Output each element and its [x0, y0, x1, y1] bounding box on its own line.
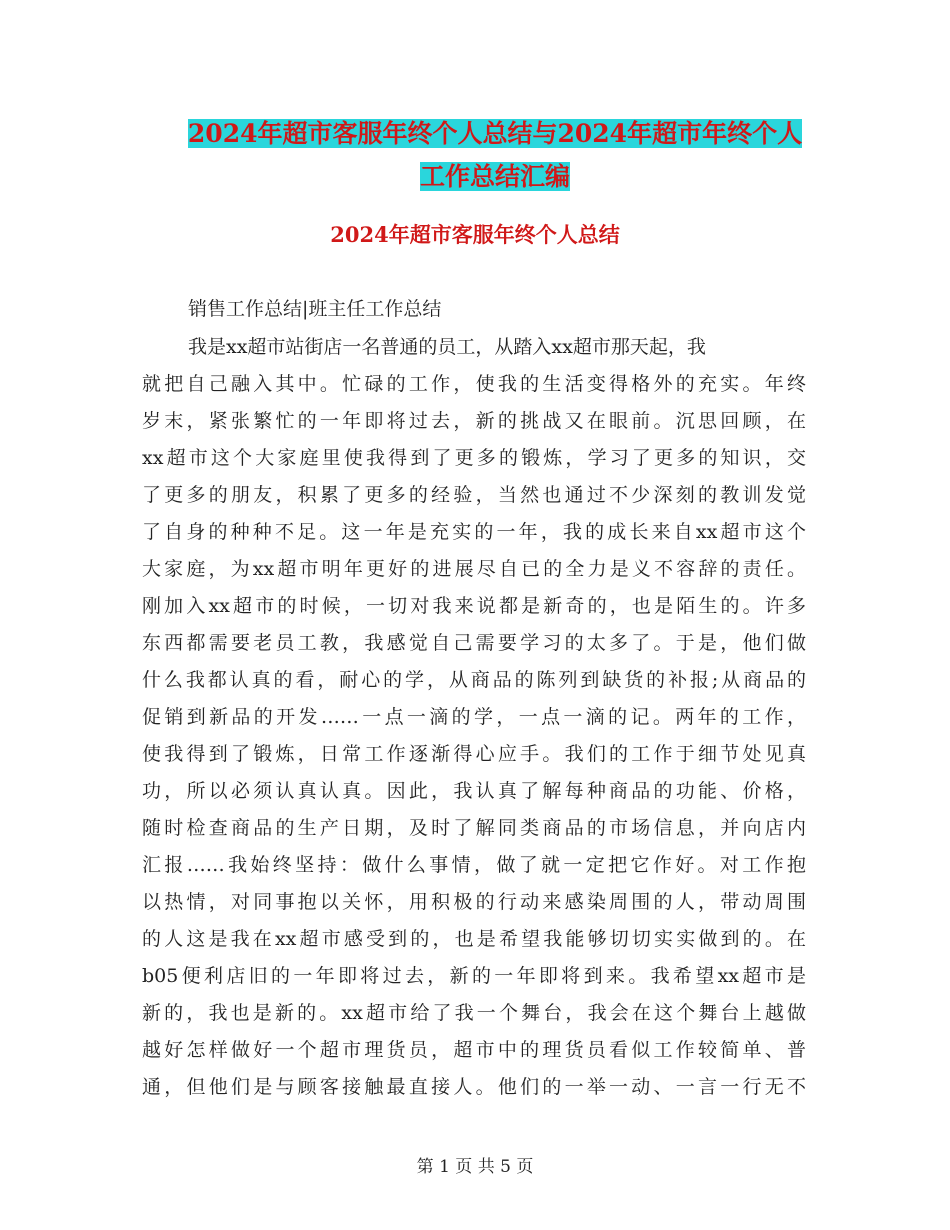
- body-line: 汇报……我始终坚持：做什么事情，做了就一定把它作好。对工作抱: [142, 854, 806, 876]
- body-line: 促销到新品的开发……一点一滴的学，一点一滴的记。两年的工作，: [142, 706, 806, 728]
- body-line: 使我得到了锻炼，日常工作逐渐得心应手。我们的工作于细节处见真: [142, 743, 806, 765]
- body-line: 通，但他们是与顾客接触最直接人。他们的一举一动、一言一行无不: [142, 1076, 806, 1098]
- page-footer: 第 1 页 共 5 页: [416, 1157, 534, 1177]
- body-line: 功，所以必须认真认真。因此，我认真了解每种商品的功能、价格，: [142, 780, 806, 802]
- body-line: xx超市这个大家庭里使我得到了更多的锻炼，学习了更多的知识，交: [142, 447, 806, 469]
- body-line: 什么我都认真的看，耐心的学，从商品的陈列到缺货的补报;从商品的: [142, 669, 806, 691]
- section-title: 2024年超市客服年终个人总结: [330, 222, 620, 247]
- body-line: b05便利店旧的一年即将过去，新的一年即将到来。我希望xx超市是: [142, 965, 806, 987]
- body-line: 随时检查商品的生产日期，及时了解同类商品的市场信息，并向店内: [142, 817, 806, 839]
- document-title: [140, 112, 850, 198]
- category-line: 销售工作总结|班主任工作总结: [188, 298, 442, 320]
- title-line-1: 2024年超市客服年终个人总结与2024年超市年终个人: [187, 119, 803, 148]
- body-line: 东西都需要老员工教，我感觉自己需要学习的太多了。于是，他们做: [142, 632, 806, 654]
- body-line: 就把自己融入其中。忙碌的工作，使我的生活变得格外的充实。年终: [142, 373, 806, 395]
- body-line: 了自身的种种不足。这一年是充实的一年，我的成长来自xx超市这个: [142, 521, 806, 543]
- title-line-2: 工作总结汇编: [419, 162, 570, 191]
- body-line: 大家庭，为xx超市明年更好的进展尽自已的全力是义不容辞的责任。: [142, 558, 806, 580]
- body-line: 岁末，紧张繁忙的一年即将过去，新的挑战又在眼前。沉思回顾，在: [142, 410, 806, 432]
- body-line: 刚加入xx超市的时候，一切对我来说都是新奇的，也是陌生的。许多: [142, 595, 806, 617]
- body-line: 越好怎样做好一个超市理货员，超市中的理货员看似工作较简单、普: [142, 1039, 806, 1061]
- body-line: 了更多的朋友，积累了更多的经验，当然也通过不少深刻的教训发觉: [142, 484, 806, 506]
- body-line: 的人这是我在xx超市感受到的，也是希望我能够切切实实做到的。在: [142, 928, 806, 950]
- body-line: 我是xx超市站街店一名普通的员工，从踏入xx超市那天起，我: [188, 336, 706, 358]
- body-line: 以热情，对同事抱以关怀，用积极的行动来感染周围的人，带动周围: [142, 891, 806, 913]
- body-line: 新的，我也是新的。xx超市给了我一个舞台，我会在这个舞台上越做: [142, 1002, 806, 1024]
